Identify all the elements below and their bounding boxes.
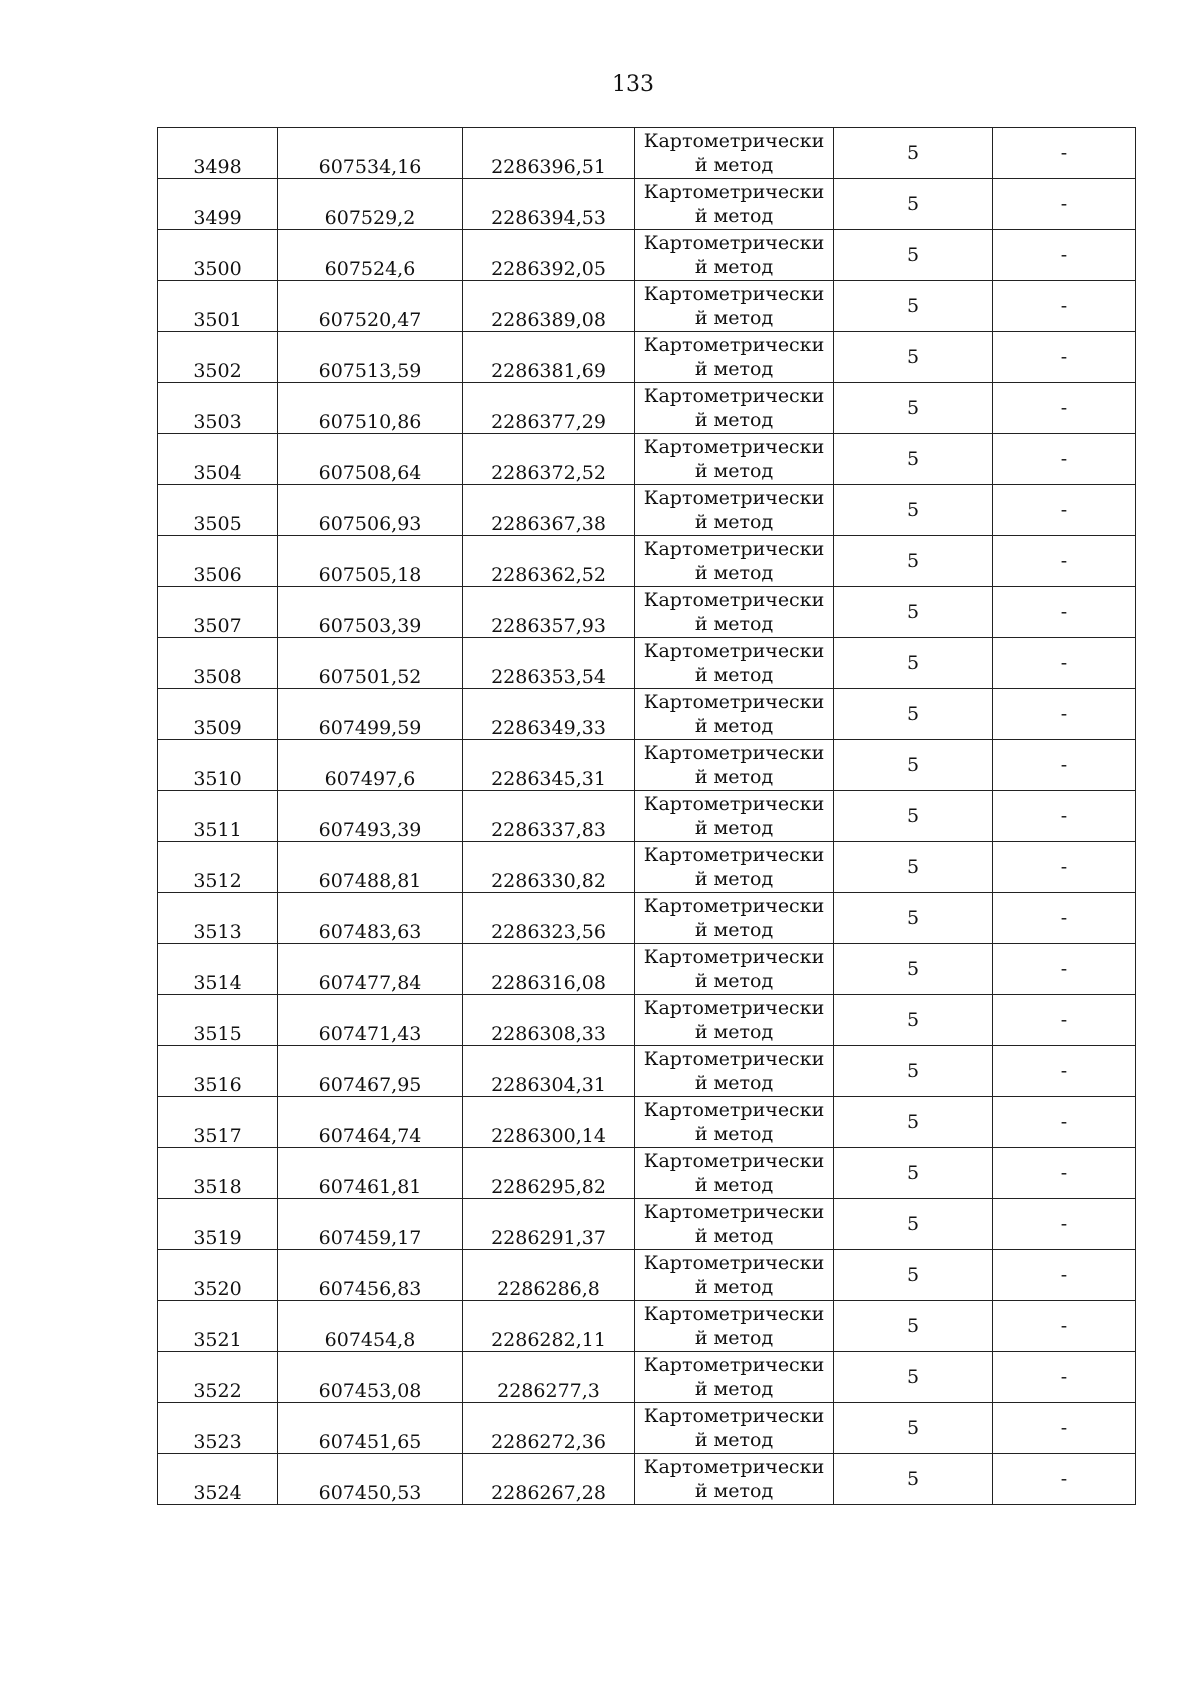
x-coordinate-cell: 607467,95	[278, 1046, 463, 1097]
accuracy-cell: 5	[834, 281, 993, 332]
table-row	[158, 1403, 1136, 1454]
accuracy-cell: 5	[834, 434, 993, 485]
x-coordinate-cell: 607450,53	[278, 1454, 463, 1505]
x-coordinate-cell: 607503,39	[278, 587, 463, 638]
accuracy-cell: 5	[834, 638, 993, 689]
point-number-cell: 3504	[158, 434, 278, 485]
table-row	[158, 1454, 1136, 1505]
point-number-cell: 3507	[158, 587, 278, 638]
y-coordinate-cell: 2286277,3	[463, 1352, 635, 1403]
point-number-cell: 3513	[158, 893, 278, 944]
x-coordinate-cell: 607497,6	[278, 740, 463, 791]
x-coordinate-cell: 607520,47	[278, 281, 463, 332]
y-coordinate-cell: 2286372,52	[463, 434, 635, 485]
note-cell: -	[993, 1250, 1136, 1301]
y-coordinate-cell: 2286377,29	[463, 383, 635, 434]
table-row	[158, 1046, 1136, 1097]
table-row	[158, 1097, 1136, 1148]
method-cell: Картометрически й метод	[635, 995, 834, 1046]
note-cell: -	[993, 740, 1136, 791]
y-coordinate-cell: 2286367,38	[463, 485, 635, 536]
y-coordinate-cell: 2286394,53	[463, 179, 635, 230]
point-number-cell: 3521	[158, 1301, 278, 1352]
method-cell: Картометрически й метод	[635, 893, 834, 944]
note-cell: -	[993, 587, 1136, 638]
y-coordinate-cell: 2286353,54	[463, 638, 635, 689]
accuracy-cell: 5	[834, 1097, 993, 1148]
y-coordinate-cell: 2286392,05	[463, 230, 635, 281]
y-coordinate-cell: 2286381,69	[463, 332, 635, 383]
accuracy-cell: 5	[834, 893, 993, 944]
x-coordinate-cell: 607451,65	[278, 1403, 463, 1454]
y-coordinate-cell: 2286337,83	[463, 791, 635, 842]
note-cell: -	[993, 179, 1136, 230]
table-row	[158, 536, 1136, 587]
point-number-cell: 3508	[158, 638, 278, 689]
accuracy-cell: 5	[834, 1352, 993, 1403]
point-number-cell: 3509	[158, 689, 278, 740]
method-cell: Картометрически й метод	[635, 485, 834, 536]
point-number-cell: 3517	[158, 1097, 278, 1148]
accuracy-cell: 5	[834, 1454, 993, 1505]
point-number-cell: 3520	[158, 1250, 278, 1301]
x-coordinate-cell: 607529,2	[278, 179, 463, 230]
method-cell: Картометрически й метод	[635, 1352, 834, 1403]
table-row	[158, 689, 1136, 740]
y-coordinate-cell: 2286272,36	[463, 1403, 635, 1454]
point-number-cell: 3498	[158, 128, 278, 179]
x-coordinate-cell: 607488,81	[278, 842, 463, 893]
method-cell: Картометрически й метод	[635, 536, 834, 587]
x-coordinate-cell: 607510,86	[278, 383, 463, 434]
point-number-cell: 3511	[158, 791, 278, 842]
accuracy-cell: 5	[834, 179, 993, 230]
note-cell: -	[993, 689, 1136, 740]
accuracy-cell: 5	[834, 842, 993, 893]
point-number-cell: 3503	[158, 383, 278, 434]
note-cell: -	[993, 281, 1136, 332]
table-row	[158, 1148, 1136, 1199]
x-coordinate-cell: 607493,39	[278, 791, 463, 842]
accuracy-cell: 5	[834, 536, 993, 587]
point-number-cell: 3499	[158, 179, 278, 230]
table-row	[158, 1199, 1136, 1250]
accuracy-cell: 5	[834, 485, 993, 536]
method-cell: Картометрически й метод	[635, 1454, 834, 1505]
y-coordinate-cell: 2286304,31	[463, 1046, 635, 1097]
point-number-cell: 3524	[158, 1454, 278, 1505]
y-coordinate-cell: 2286267,28	[463, 1454, 635, 1505]
point-number-cell: 3515	[158, 995, 278, 1046]
coordinates-table-body	[158, 128, 1136, 1505]
point-number-cell: 3518	[158, 1148, 278, 1199]
accuracy-cell: 5	[834, 791, 993, 842]
table-row	[158, 842, 1136, 893]
accuracy-cell: 5	[834, 689, 993, 740]
note-cell: -	[993, 1454, 1136, 1505]
note-cell: -	[993, 1097, 1136, 1148]
note-cell: -	[993, 1148, 1136, 1199]
note-cell: -	[993, 383, 1136, 434]
y-coordinate-cell: 2286330,82	[463, 842, 635, 893]
method-cell: Картометрически й метод	[635, 281, 834, 332]
table-row	[158, 434, 1136, 485]
point-number-cell: 3516	[158, 1046, 278, 1097]
y-coordinate-cell: 2286295,82	[463, 1148, 635, 1199]
x-coordinate-cell: 607501,52	[278, 638, 463, 689]
note-cell: -	[993, 842, 1136, 893]
y-coordinate-cell: 2286286,8	[463, 1250, 635, 1301]
note-cell: -	[993, 434, 1136, 485]
method-cell: Картометрически й метод	[635, 179, 834, 230]
table-row	[158, 638, 1136, 689]
point-number-cell: 3522	[158, 1352, 278, 1403]
y-coordinate-cell: 2286300,14	[463, 1097, 635, 1148]
accuracy-cell: 5	[834, 1148, 993, 1199]
x-coordinate-cell: 607534,16	[278, 128, 463, 179]
note-cell: -	[993, 893, 1136, 944]
y-coordinate-cell: 2286345,31	[463, 740, 635, 791]
method-cell: Картометрически й метод	[635, 332, 834, 383]
accuracy-cell: 5	[834, 383, 993, 434]
y-coordinate-cell: 2286389,08	[463, 281, 635, 332]
table-row	[158, 383, 1136, 434]
method-cell: Картометрически й метод	[635, 842, 834, 893]
accuracy-cell: 5	[834, 995, 993, 1046]
method-cell: Картометрически й метод	[635, 1046, 834, 1097]
method-cell: Картометрически й метод	[635, 1148, 834, 1199]
table-row	[158, 1301, 1136, 1352]
method-cell: Картометрически й метод	[635, 1301, 834, 1352]
note-cell: -	[993, 1352, 1136, 1403]
y-coordinate-cell: 2286308,33	[463, 995, 635, 1046]
y-coordinate-cell: 2286323,56	[463, 893, 635, 944]
point-number-cell: 3505	[158, 485, 278, 536]
table-row	[158, 281, 1136, 332]
accuracy-cell: 5	[834, 1250, 993, 1301]
method-cell: Картометрически й метод	[635, 1097, 834, 1148]
x-coordinate-cell: 607454,8	[278, 1301, 463, 1352]
method-cell: Картометрически й метод	[635, 944, 834, 995]
x-coordinate-cell: 607483,63	[278, 893, 463, 944]
note-cell: -	[993, 791, 1136, 842]
method-cell: Картометрически й метод	[635, 230, 834, 281]
accuracy-cell: 5	[834, 230, 993, 281]
note-cell: -	[993, 536, 1136, 587]
table-row	[158, 995, 1136, 1046]
y-coordinate-cell: 2286349,33	[463, 689, 635, 740]
table-row	[158, 128, 1136, 179]
table-row	[158, 944, 1136, 995]
method-cell: Картометрически й метод	[635, 791, 834, 842]
method-cell: Картометрически й метод	[635, 689, 834, 740]
accuracy-cell: 5	[834, 1403, 993, 1454]
table-row	[158, 230, 1136, 281]
y-coordinate-cell: 2286316,08	[463, 944, 635, 995]
point-number-cell: 3502	[158, 332, 278, 383]
note-cell: -	[993, 944, 1136, 995]
method-cell: Картометрически й метод	[635, 434, 834, 485]
point-number-cell: 3519	[158, 1199, 278, 1250]
method-cell: Картометрически й метод	[635, 383, 834, 434]
x-coordinate-cell: 607461,81	[278, 1148, 463, 1199]
method-cell: Картометрически й метод	[635, 128, 834, 179]
page-number: 133	[612, 72, 654, 97]
accuracy-cell: 5	[834, 1046, 993, 1097]
x-coordinate-cell: 607508,64	[278, 434, 463, 485]
point-number-cell: 3500	[158, 230, 278, 281]
note-cell: -	[993, 230, 1136, 281]
x-coordinate-cell: 607464,74	[278, 1097, 463, 1148]
y-coordinate-cell: 2286357,93	[463, 587, 635, 638]
accuracy-cell: 5	[834, 944, 993, 995]
x-coordinate-cell: 607506,93	[278, 485, 463, 536]
table-row	[158, 1250, 1136, 1301]
note-cell: -	[993, 995, 1136, 1046]
method-cell: Картометрически й метод	[635, 1403, 834, 1454]
table-row	[158, 332, 1136, 383]
x-coordinate-cell: 607471,43	[278, 995, 463, 1046]
accuracy-cell: 5	[834, 332, 993, 383]
note-cell: -	[993, 1403, 1136, 1454]
point-number-cell: 3523	[158, 1403, 278, 1454]
note-cell: -	[993, 1199, 1136, 1250]
coordinates-table	[157, 127, 1136, 1505]
y-coordinate-cell: 2286362,52	[463, 536, 635, 587]
x-coordinate-cell: 607513,59	[278, 332, 463, 383]
table-row	[158, 893, 1136, 944]
x-coordinate-cell: 607477,84	[278, 944, 463, 995]
table-row	[158, 587, 1136, 638]
point-number-cell: 3506	[158, 536, 278, 587]
x-coordinate-cell: 607453,08	[278, 1352, 463, 1403]
x-coordinate-cell: 607459,17	[278, 1199, 463, 1250]
table-row	[158, 1352, 1136, 1403]
y-coordinate-cell: 2286396,51	[463, 128, 635, 179]
point-number-cell: 3512	[158, 842, 278, 893]
accuracy-cell: 5	[834, 128, 993, 179]
point-number-cell: 3510	[158, 740, 278, 791]
note-cell: -	[993, 128, 1136, 179]
point-number-cell: 3514	[158, 944, 278, 995]
method-cell: Картометрически й метод	[635, 740, 834, 791]
note-cell: -	[993, 485, 1136, 536]
x-coordinate-cell: 607499,59	[278, 689, 463, 740]
x-coordinate-cell: 607524,6	[278, 230, 463, 281]
method-cell: Картометрически й метод	[635, 1250, 834, 1301]
x-coordinate-cell: 607505,18	[278, 536, 463, 587]
note-cell: -	[993, 638, 1136, 689]
table-row	[158, 791, 1136, 842]
note-cell: -	[993, 1046, 1136, 1097]
accuracy-cell: 5	[834, 740, 993, 791]
accuracy-cell: 5	[834, 587, 993, 638]
accuracy-cell: 5	[834, 1199, 993, 1250]
note-cell: -	[993, 332, 1136, 383]
point-number-cell: 3501	[158, 281, 278, 332]
y-coordinate-cell: 2286291,37	[463, 1199, 635, 1250]
table-row	[158, 485, 1136, 536]
method-cell: Картометрически й метод	[635, 638, 834, 689]
method-cell: Картометрически й метод	[635, 1199, 834, 1250]
method-cell: Картометрически й метод	[635, 587, 834, 638]
table-row	[158, 740, 1136, 791]
accuracy-cell: 5	[834, 1301, 993, 1352]
table-row	[158, 179, 1136, 230]
y-coordinate-cell: 2286282,11	[463, 1301, 635, 1352]
note-cell: -	[993, 1301, 1136, 1352]
x-coordinate-cell: 607456,83	[278, 1250, 463, 1301]
